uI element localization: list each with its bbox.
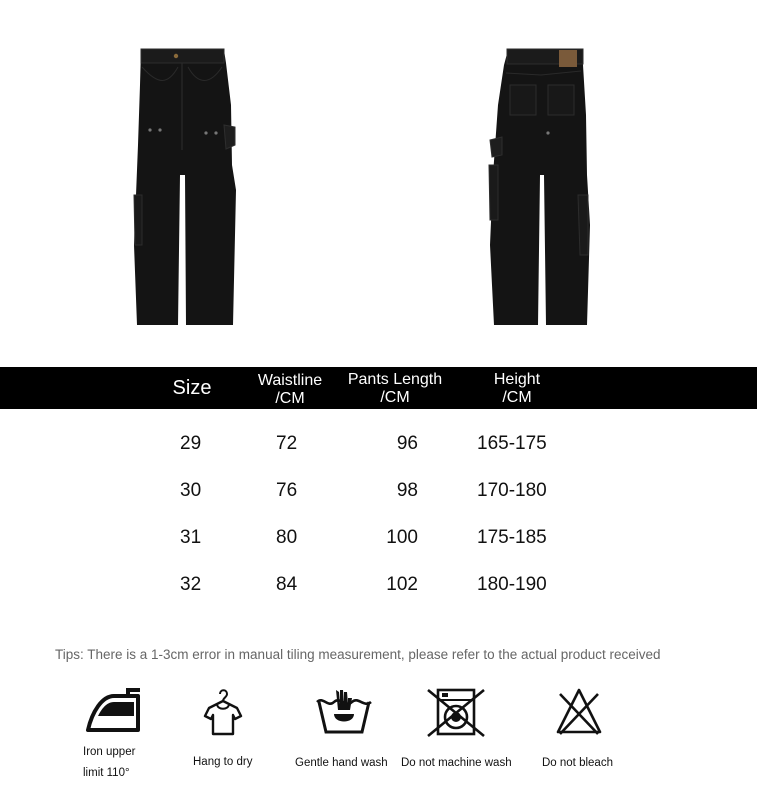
cell-size: 32 [180,574,202,595]
cell-waistline: 72 [276,433,298,454]
header-pants-length [340,371,450,407]
no-machine-wash-icon [426,686,486,738]
no-bleach-icon [556,686,602,738]
header-height-unit: /CM [502,389,532,406]
hang-label: Hang to dry [193,756,253,768]
cell-waistline: 76 [276,480,298,501]
cell-waistline: 84 [276,574,298,595]
header-size: Size [172,377,212,399]
pants-back-image [486,45,601,327]
table-row [0,472,757,512]
header-height [477,371,557,407]
header-waistline-label: Waistline [257,372,323,389]
measurement-tips: Tips: There is a 1-3cm error in manual tiling measurement, please refer to the actual product received [55,647,661,662]
header-pants-length-label: Pants Length [347,371,443,388]
cell-waistline: 80 [276,527,298,548]
pants-front-image [128,45,243,327]
iron-label-line-1: Iron upper [83,746,136,758]
care-item-hang [193,686,253,768]
cell-height: 175-185 [477,527,547,548]
iron-icon [84,686,142,738]
care-item-no-machine-wash [401,686,512,769]
table-row [0,519,757,559]
cell-size: 30 [180,480,202,501]
iron-label-line-2: limit 110° [83,767,130,779]
header-pants-length-unit: /CM [380,389,410,406]
iron-label [83,742,135,784]
table-row [0,566,757,606]
product-photos [0,0,757,362]
cell-height: 180-190 [477,574,547,595]
cell-size: 29 [180,433,202,454]
cell-size: 31 [180,527,202,548]
hand-wash-label: Gentle hand wash [295,757,388,769]
cell-height: 165-175 [477,433,547,454]
cell-pants-length: 96 [396,433,418,454]
care-instructions [0,686,757,796]
hand-wash-icon [314,686,374,738]
cell-pants-length: 102 [386,574,418,595]
care-item-no-bleach [542,686,613,769]
header-height-label: Height [493,371,541,388]
care-item-hand-wash [295,686,388,769]
cell-pants-length: 100 [386,527,418,548]
size-chart-header [0,367,757,409]
no-bleach-label: Do not bleach [542,757,613,769]
hang-to-dry-icon [203,686,243,738]
no-machine-wash-label: Do not machine wash [401,757,512,769]
cell-pants-length: 98 [396,480,418,501]
table-row [0,425,757,465]
header-waistline-unit: /CM [275,390,305,407]
cell-height: 170-180 [477,480,547,501]
header-waistline [250,372,330,408]
care-item-iron [83,686,142,779]
